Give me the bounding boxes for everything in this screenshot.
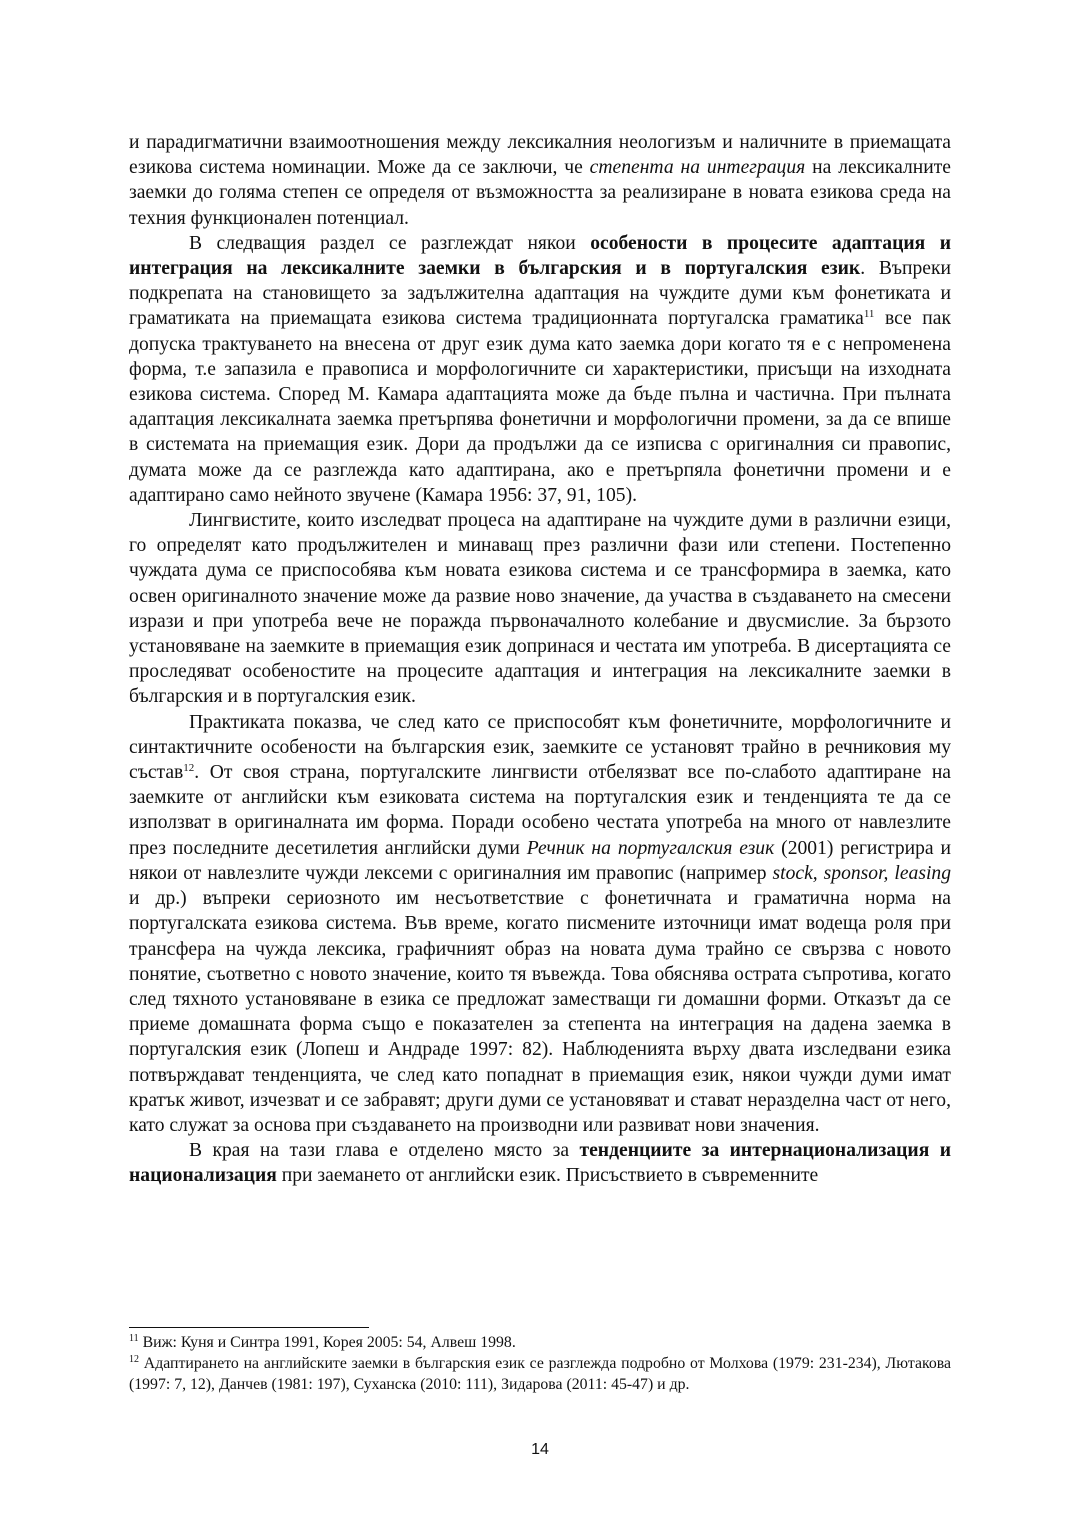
footnote-12 bbox=[129, 1353, 951, 1395]
footnotes bbox=[129, 1332, 951, 1395]
page-number: 14 bbox=[531, 1441, 549, 1458]
footnote-text: Адаптирането на английските заемки в българския език се разглежда подробно от Молхова (1979: 231-234), Лютакова (1997: 7, 12), Данчев (1981: 197), Суханска (2010: 111), Зидарова (2011: 45-47) и др. bbox=[129, 1355, 951, 1393]
paragraph-3 bbox=[129, 508, 951, 710]
footnote-ref-11: 11 bbox=[863, 308, 875, 321]
paragraph-2-bold-topic: особености в процесите адаптация и интеграция на лексикалните заемки в българския и в португалския език bbox=[129, 232, 951, 280]
paragraph-4-italic-dictionary: Речник на португалския език bbox=[526, 837, 775, 859]
paragraph-5 bbox=[129, 1138, 951, 1188]
footnote-ref-12: 12 bbox=[183, 762, 195, 775]
paragraph-5-text-a: В края на тази глава е отделено място за bbox=[189, 1140, 580, 1162]
paragraph-4-text-a: Практиката показва, че след като се приспособят към фонетичните, морфологичните и синтактичните особености на българския език, заемките се установят трайно в речниковия му състав bbox=[129, 711, 951, 784]
paragraph-4-text-c: (2001) регистрира и някои от навлезлите чужди лексеми с оригиналния им правопис (например bbox=[129, 837, 951, 884]
document-body bbox=[129, 130, 951, 1189]
paragraph-1-italic-term: степента на интеграция bbox=[589, 157, 806, 179]
footnote-number: 12 bbox=[129, 1354, 139, 1365]
paragraph-1-text-b: на лексикалните заемки до голяма степен се определя от възможността за реализиране в новата езикова среда на техния функционален потенциал. bbox=[129, 157, 951, 229]
footnote-text: Виж: Куня и Синтра 1991, Корея 2005: 54, Алвеш 1998. bbox=[138, 1334, 516, 1351]
paragraph-2-text-c: все пак допуска трактуването на внесена от друг език дума като заемка дори когато тя е с непроменена форма, т.е запазила е правописа и морфологичните си характеристики, присъщи на изходната езикова система. Според М. Камара адаптацията може да бъде пълна и частична. При пълната адаптация лексикалната заемка претърпява фонетични и морфологични промени, за да се впише в системата на приемащия език. Дори да продължи да се изписва с оригиналния си правопис, думата може да се разглежда като адаптирана, ако е претърпяла фонетични промени и е адаптирано само нейното звучене (Камара 1956: 37, 91, 105). bbox=[129, 308, 951, 506]
paragraph-2 bbox=[129, 231, 951, 508]
paragraph-1-text-a: и парадигматични взаимоотношения между лексикалния неологизъм и наличните в приемащата езикова система номинации. Може да се заключи, че bbox=[129, 132, 951, 179]
paragraph-4-text-b: . От своя страна, португалските лингвисти отбелязват все по-слабото адаптиране на заемките от английски към езиковата система на португалския език и тенденцията те да се използват в оригиналната им форма. Поради особено честата употреба на много от навлезлите през последните десетилетия английски думи bbox=[129, 762, 951, 859]
paragraph-4-text-d: и др.) въпреки сериозното им несъответствие с фонетичната и граматична норма на португалската езикова система. Във време, когато писмените източници имат водеща роля при трансфера на чужда лексика, графичният образ на новата дума трайно се свързва с новото понятие, съответно с новото значение, които тя въвежда. Това обяснява острата съпротива, когато след тяхното установяване в езика се предложат заместващи ги домашни форми. Отказът да се приеме домашната форма също е показателен за степента на интеграция на дадена заемка в португалския език (Лопеш и Андраде 1997: 82). Наблюденията върху двата изследвани езика потвърждават тенденцията, че след като попаднат в приемащия език, някои чужди думи имат кратък живот, изчезват и се забравят; други думи се установяват и стават неразделна част от него, като служат за основа при създаването на производни или развиват нови значения. bbox=[129, 888, 951, 1136]
paragraph-2-text-b: . Въпреки подкрепата на становището за задължителна адаптация на чуждите думи към фонетиката и граматиката на приемащата езикова система традиционната португалска граматика bbox=[129, 258, 951, 330]
paragraph-3-text: Лингвистите, които изследват процеса на адаптиране на чуждите думи в различни езици, го определят като продължителен и минаващ през различни фази или степени. Постепенно чуждата дума се приспособява към новата езикова система и се трансформира в заемка, като освен оригиналното значение може да развие ново значение, да участва в създаването на смесени изрази и при употреба вече не поражда първоначалното колебание и двусмислие. За бързото установяване на заемките в приемащия език допринася и честата им употреба. В дисертацията се проследяват особеностите на процесите адаптация и интеграция на лексикалните заемки в българския и в португалския език. bbox=[129, 510, 951, 708]
paragraph-4-italic-examples: stock, sponsor, leasing bbox=[772, 862, 952, 884]
footnote-11 bbox=[129, 1332, 951, 1353]
footnote-number: 11 bbox=[129, 1333, 139, 1344]
footnote-separator bbox=[129, 1327, 369, 1328]
paragraph-4 bbox=[129, 710, 951, 1138]
paragraph-2-text-a: В следващия раздел се разглеждат някои bbox=[189, 232, 591, 254]
paragraph-5-text-b: при заемането от английски език. Присъствието в съвременните bbox=[276, 1165, 819, 1187]
paragraph-5-bold-topic: тенденциите за интернационализация и национализация bbox=[129, 1140, 951, 1187]
paragraph-1 bbox=[129, 130, 951, 231]
